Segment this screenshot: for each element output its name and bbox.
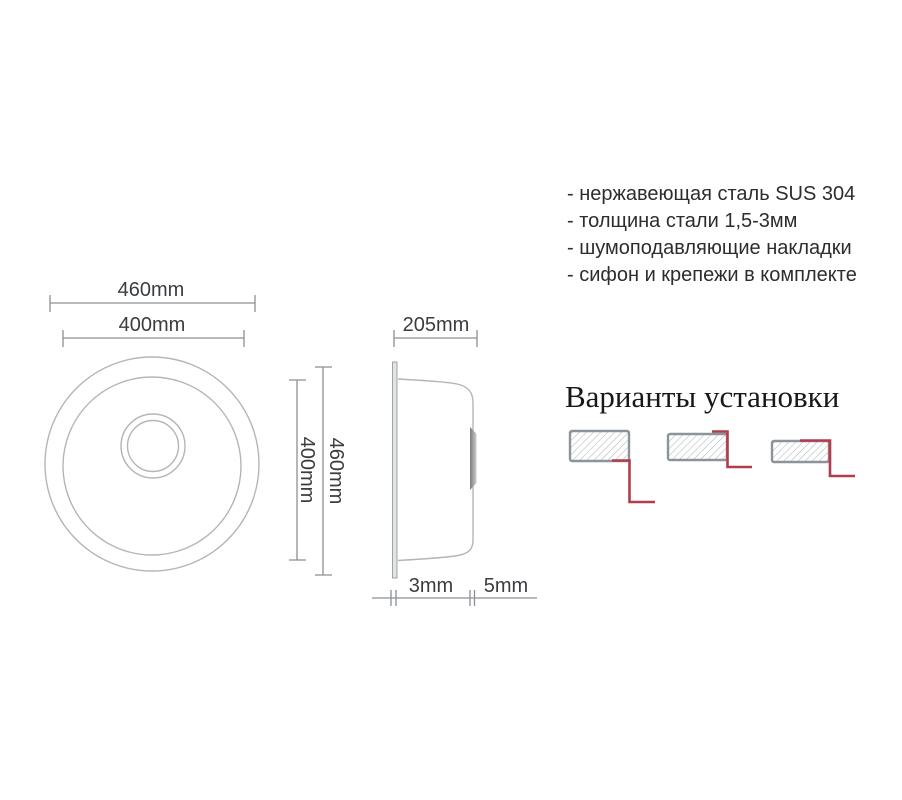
dim-label-top-inner-width: 400mm [118, 314, 186, 336]
dim-label-side-depth: 205mm [402, 314, 470, 336]
installation-title: Варианты установки [565, 379, 840, 414]
drain-inner-circle [128, 421, 179, 472]
sink-bowl-circle [63, 377, 241, 555]
sink-bowl-profile [398, 379, 473, 561]
countertop-hatch [570, 431, 629, 461]
countertop-hatch [668, 434, 727, 460]
dim-label-top-inner-height: 400mm [296, 436, 318, 504]
spec-item-steel: - нержавеющая сталь SUS 304 [567, 183, 856, 205]
sink-edge-profile-red [612, 461, 655, 503]
spec-item-noise-pads: - шумоподавляющие накладки [567, 237, 852, 259]
dim-label-steel-thickness: 3mm [408, 575, 454, 597]
dim-label-top-outer-width: 460mm [117, 279, 185, 301]
install-option-flush [772, 441, 855, 477]
install-option-overmount [668, 432, 752, 468]
spec-item-siphon: - сифон и крепежи в комплекте [567, 264, 857, 286]
dim-label-top-outer-height: 460mm [325, 437, 347, 505]
countertop-hatch [772, 441, 829, 462]
sink-outer-rim-circle [45, 357, 259, 571]
install-option-undermount [570, 431, 655, 502]
drain-profile [470, 427, 477, 490]
dim-label-edge-gap: 5mm [483, 575, 529, 597]
spec-item-thickness: - толщина стали 1,5-3мм [567, 210, 798, 232]
sink-flange-profile [393, 362, 398, 578]
drain-outer-circle [121, 414, 185, 478]
